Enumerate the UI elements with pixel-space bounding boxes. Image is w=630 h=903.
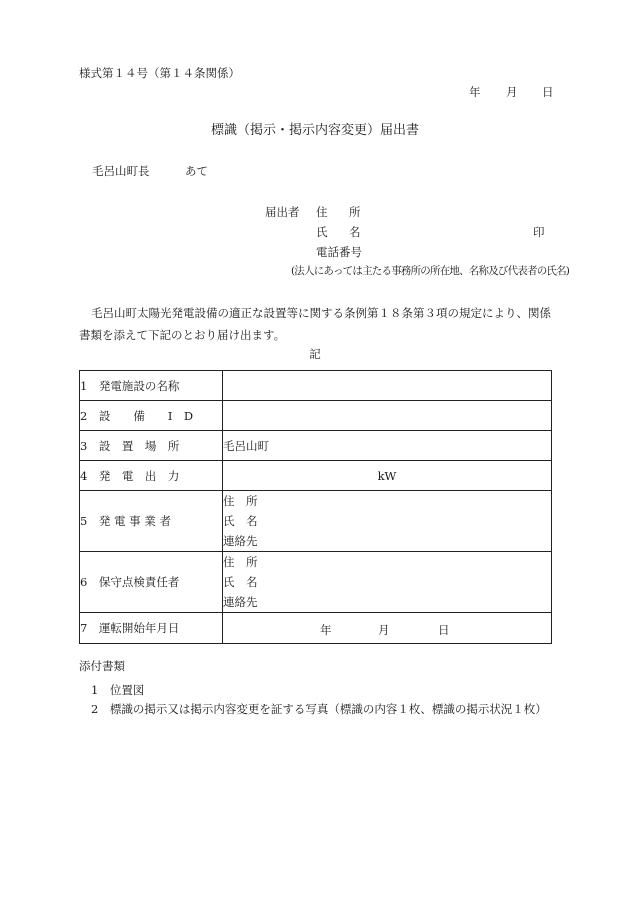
applicant-phone-label: 電話番号 <box>316 245 362 259</box>
applicant-address-label-1: 住 <box>316 205 328 219</box>
applicant-name-label-2: 名 <box>349 225 361 239</box>
ki-heading: 記 <box>309 347 321 361</box>
applicant-note: (法人にあっては主たる事務所の所在地、名称及び代表者の氏名) <box>291 265 570 277</box>
table-row <box>80 491 552 552</box>
addressee <box>92 164 208 178</box>
row-label: 1 発電施設の名称 <box>80 371 223 401</box>
table-row <box>80 431 552 461</box>
row-value <box>223 613 552 644</box>
sub-label: 連絡先 <box>223 534 258 548</box>
row-label: 7 運転開始年月日 <box>80 613 223 644</box>
document-title: 標識（掲示・掲示内容変更）届出書 <box>210 123 419 138</box>
row-value <box>223 371 552 401</box>
table-row <box>80 613 552 644</box>
table-row <box>80 461 552 491</box>
applicant-label: 届出者 <box>265 205 300 219</box>
sub-label: 住 所 <box>223 555 258 569</box>
body-text: 毛呂山町太陽光発電設備の適正な設置等に関する条例第１８条第３項の規定により、関係書類を添えて下記のとおり届け出ます。 <box>79 306 551 342</box>
applicant-address-label-2: 所 <box>349 205 361 219</box>
seal-mark: 印 <box>533 225 545 239</box>
attachment-item: 2 標識の掲示又は掲示内容変更を証する写真（標識の内容１枚、標識の掲示状況１枚） <box>91 702 547 716</box>
table-row <box>80 401 552 431</box>
date-day-label: 日 <box>438 623 450 637</box>
date-year-label: 年 <box>469 85 481 99</box>
addressee-suffix: あて <box>185 164 208 178</box>
row-value: kW <box>223 461 552 491</box>
row-value: 毛呂山町 <box>223 431 552 461</box>
applicant-name-label-1: 氏 <box>316 225 328 239</box>
row-value <box>223 552 552 613</box>
date-day-label: 日 <box>542 85 554 99</box>
sub-label: 住 所 <box>223 494 258 508</box>
operation-start-date <box>223 613 551 643</box>
row-label: 2 設 備 I D <box>80 401 223 431</box>
row-label: 5 発 電 事 業 者 <box>80 491 223 552</box>
date-month-label: 月 <box>506 85 518 99</box>
attachments-title: 添付書類 <box>79 659 125 673</box>
form-number: 様式第１４号（第１４条関係） <box>79 66 240 80</box>
table-row <box>80 371 552 401</box>
row-label: 3 設 置 場 所 <box>80 431 223 461</box>
attachment-item: 1 位置図 <box>91 683 145 697</box>
row-value <box>223 491 552 552</box>
date-year-label: 年 <box>320 623 332 637</box>
details-table <box>79 370 552 644</box>
sub-label: 氏 名 <box>223 514 258 528</box>
row-value <box>223 401 552 431</box>
sub-label: 氏 名 <box>223 575 258 589</box>
addressee-name: 毛呂山町長 <box>92 164 150 178</box>
row-label: 6 保守点検責任者 <box>80 552 223 613</box>
table-row <box>80 552 552 613</box>
sub-label: 連絡先 <box>223 595 258 609</box>
date-month-label: 月 <box>378 623 390 637</box>
row-label: 4 発 電 出 力 <box>80 461 223 491</box>
